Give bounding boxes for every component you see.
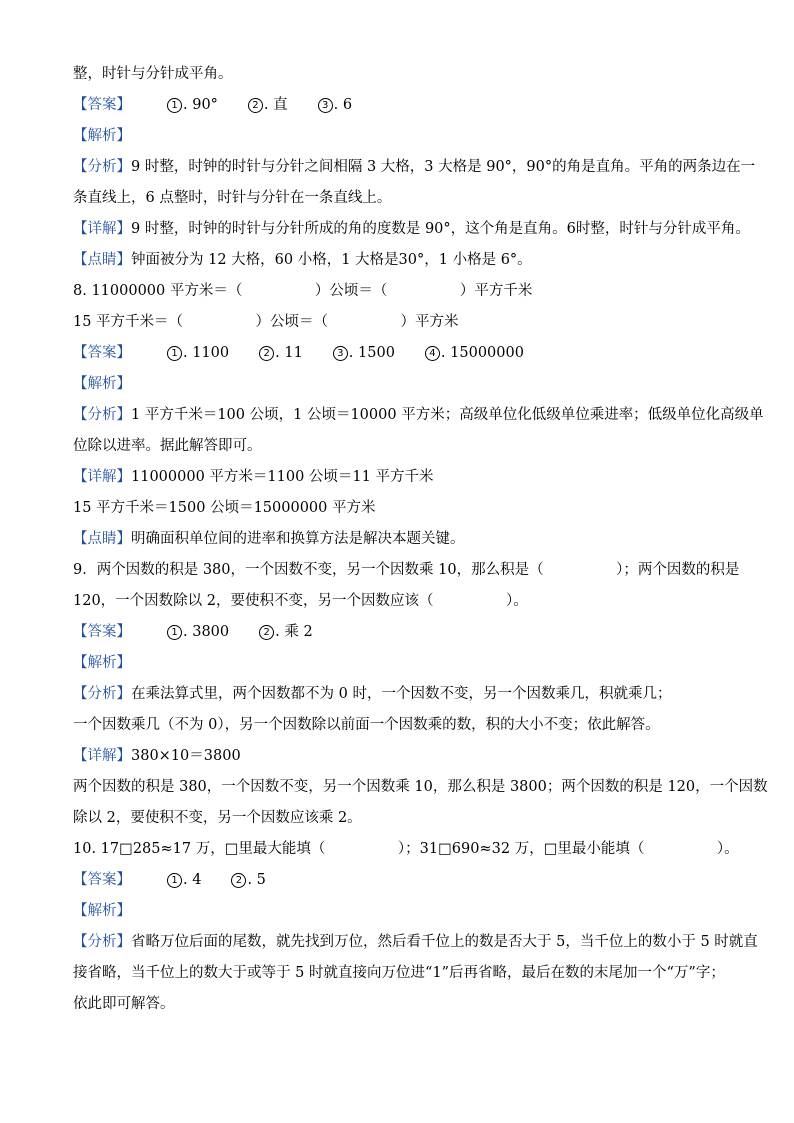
circled-number: 1: [167, 873, 182, 888]
answer-line: [73, 870, 734, 890]
section-tag: 【详解】: [73, 469, 131, 485]
text-line: [73, 374, 734, 394]
text-line: [73, 963, 734, 983]
answer-value: . 乘 2: [275, 624, 313, 640]
text-line: [73, 529, 734, 549]
body-text: 一个因数乘几（不为 0），另一个因数除以前面一个因数乘的数，积的大小不变；依此解答。: [73, 717, 660, 733]
answer-line: [73, 622, 734, 642]
text-line: [73, 312, 734, 332]
section-tag: 【分析】: [73, 159, 131, 175]
answer-value: . 15000000: [440, 345, 524, 361]
text-line: [73, 591, 734, 611]
answer-value: . 1100: [183, 345, 230, 361]
answer-value: . 90°: [183, 97, 218, 113]
text-line: [73, 839, 739, 859]
text-line: [73, 157, 756, 177]
answer-item: [167, 95, 218, 115]
body-text: 明确面积单位间的进率和换算方法是解决本题关键。: [131, 531, 465, 547]
text-line: [73, 498, 734, 518]
answer-item: [167, 870, 201, 890]
body-text: 8. 11000000 平方米＝（ ）公顷＝（ ）平方千米: [73, 283, 533, 299]
section-tag: 【解析】: [73, 128, 131, 144]
section-tag: 【分析】: [73, 686, 131, 702]
text-line: [73, 64, 734, 84]
answer-line: [73, 343, 734, 363]
body-text: 整，时针与分针成平角。: [73, 66, 233, 82]
text-line: [73, 436, 734, 456]
answer-value: . 11: [275, 345, 303, 361]
circled-number: 2: [231, 873, 246, 888]
body-text: 依此即可解答。: [73, 996, 175, 1012]
body-text: 11000000 平方米＝1100 公顷＝11 平方千米: [131, 469, 434, 485]
answer-item: [333, 343, 395, 363]
body-text: 钟面被分为 12 大格，60 小格，1 大格是30°，1 小格是 6°。: [131, 252, 532, 268]
answer-value: . 1500: [348, 345, 395, 361]
circled-number: 3: [333, 346, 348, 361]
body-text: 省略万位后面的尾数，就先找到万位，然后看千位上的数是否大于 5，当千位上的数小于 5 时就直: [131, 934, 758, 950]
body-text: 位除以进率。据此解答即可。: [73, 438, 262, 454]
answer-value: . 5: [247, 872, 266, 888]
section-tag: 【点睛】: [73, 531, 131, 547]
text-line: [73, 901, 734, 921]
text-line: [73, 188, 734, 208]
circled-number: 2: [259, 625, 274, 640]
body-text: 两个因数的积是 380，一个因数不变，另一个因数乘 10，那么积是 3800；两个因数的积是 120，一个因数: [73, 779, 768, 795]
text-line: [73, 405, 764, 425]
circled-number: 2: [248, 98, 263, 113]
circled-number: 1: [167, 346, 182, 361]
answer-tag: 【答案】: [73, 624, 131, 640]
section-tag: 【解析】: [73, 655, 131, 671]
answer-value: . 直: [263, 97, 288, 113]
body-text: 条直线上，6 点整时，时针与分针在一条直线上。: [73, 190, 392, 206]
answer-value: . 4: [183, 872, 202, 888]
section-tag: 【详解】: [73, 221, 131, 237]
body-text: 除以 2，要使积不变，另一个因数应该乘 2。: [73, 810, 362, 826]
answer-value: . 6: [333, 97, 353, 113]
circled-number: 2: [259, 346, 274, 361]
text-line: [73, 932, 758, 952]
body-text: 9 时整，时钟的时针与分针之间相隔 3 大格，3 大格是 90°，90°的角是直角。平角的两条边在一: [131, 159, 756, 175]
answer-value: . 3800: [183, 624, 230, 640]
answer-line: [73, 95, 734, 115]
answer-tag: 【答案】: [73, 97, 131, 113]
body-text: 9 时整，时钟的时针与分针所成的角的度数是 90°，这个角是直角。6时整，时针与分针成平角。: [131, 221, 750, 237]
circled-number: 1: [167, 625, 182, 640]
text-line: [73, 560, 740, 580]
section-tag: 【解析】: [73, 376, 131, 392]
section-tag: 【详解】: [73, 748, 131, 764]
answer-item: [248, 95, 288, 115]
text-line: [73, 808, 734, 828]
answer-item: [318, 95, 352, 115]
answer-item: [259, 343, 303, 363]
body-text: 在乘法算式里，两个因数都不为 0 时，一个因数不变，另一个因数乘几，积就乘几；: [131, 686, 672, 702]
body-text: 15 平方千米＝1500 公顷＝15000000 平方米: [73, 500, 376, 516]
text-line: [73, 126, 734, 146]
section-tag: 【分析】: [73, 934, 131, 950]
body-text: 10. 17□285≈17 万，□里最大能填（ ）；31□690≈32 万，□里最小能填（ ）。: [73, 841, 739, 857]
body-text: 120，一个因数除以 2，要使积不变，另一个因数应该（ ）。: [73, 593, 528, 609]
text-line: [73, 250, 734, 270]
answer-item: [167, 622, 229, 642]
answer-item: [259, 622, 313, 642]
circled-number: 1: [167, 98, 182, 113]
text-line: [73, 715, 734, 735]
text-line: [73, 467, 734, 487]
answer-item: [425, 343, 524, 363]
section-tag: 【点睛】: [73, 252, 131, 268]
answer-item: [167, 343, 229, 363]
body-text: 接省略，当千位上的数大于或等于 5 时就直接向万位进“1”后再省略，最后在数的末尾加一个“万”字；: [73, 965, 725, 981]
text-line: [73, 281, 734, 301]
text-line: [73, 777, 768, 797]
body-text: 1 平方千米＝100 公顷，1 公顷＝10000 平方米；高级单位化低级单位乘进率；低级单位化高级单: [131, 407, 764, 423]
answer-tag: 【答案】: [73, 872, 131, 888]
text-line: [73, 994, 734, 1014]
answer-tag: 【答案】: [73, 345, 131, 361]
circled-number: 4: [425, 346, 440, 361]
section-tag: 【解析】: [73, 903, 131, 919]
text-line: [73, 746, 734, 766]
circled-number: 3: [318, 98, 333, 113]
body-text: 9．两个因数的积是 380，一个因数不变，另一个因数乘 10，那么积是（ ）；两个因数的积是: [73, 562, 740, 578]
text-line: [73, 219, 750, 239]
section-tag: 【分析】: [73, 407, 131, 423]
text-line: [73, 684, 734, 704]
body-text: 15 平方千米＝（ ）公顷＝（ ）平方米: [73, 314, 459, 330]
body-text: 380×10＝3800: [131, 748, 241, 764]
text-line: [73, 653, 734, 673]
answer-item: [231, 870, 265, 890]
